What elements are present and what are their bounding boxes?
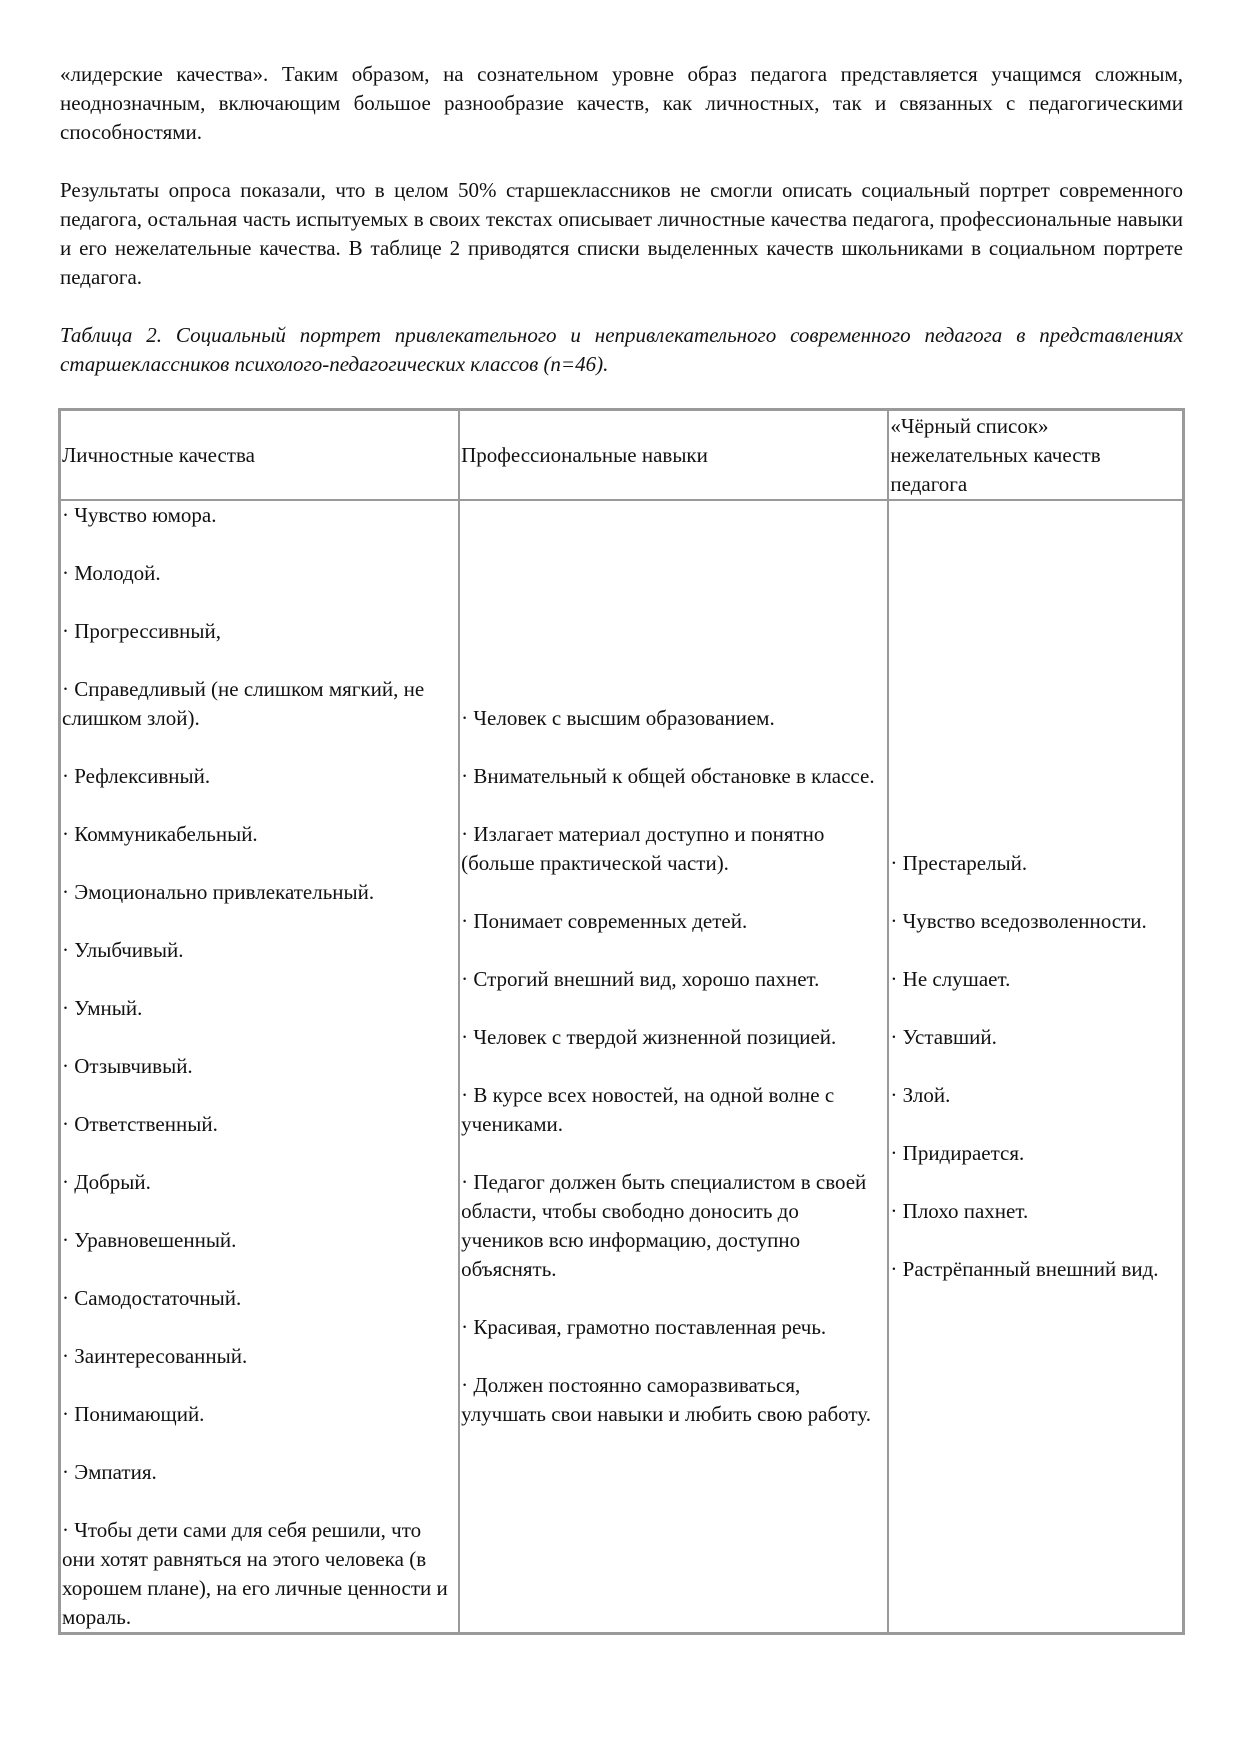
personal-qualities-cell bbox=[60, 500, 459, 1633]
list-item: · Коммуникабельный. bbox=[62, 822, 258, 846]
list-item: · Умный. bbox=[62, 996, 143, 1020]
list-item: · Уравновешенный. bbox=[62, 1228, 237, 1252]
list-item: · Молодой. bbox=[62, 561, 161, 585]
table-caption: Таблица 2. Социальный портрет привлекательного и непривлекательного современного педагога в представлениях старшеклассников психолого-педагогических классов (n=46). bbox=[60, 323, 1183, 376]
list-item: · Придирается. bbox=[890, 1141, 1025, 1165]
blacklist-list bbox=[890, 849, 1180, 1284]
list-item: · Строгий внешний вид, хорошо пахнет. bbox=[461, 967, 820, 991]
list-item: · Заинтересованный. bbox=[62, 1344, 248, 1368]
list-item: · Эмоционально привлекательный. bbox=[62, 880, 375, 904]
list-item: · В курсе всех новостей, на одной волне с учениками. bbox=[461, 1083, 835, 1136]
header-personal-qualities: Личностные качества bbox=[60, 410, 459, 500]
list-item: · Рефлексивный. bbox=[62, 764, 211, 788]
list-item: · Педагог должен быть специалистом в своей области, чтобы свободно доносить до учеников всю информацию, доступно объяснять. bbox=[461, 1170, 867, 1281]
qualities-table bbox=[58, 408, 1185, 1635]
list-item: · Добрый. bbox=[62, 1170, 151, 1194]
list-item: · Плохо пахнет. bbox=[890, 1199, 1029, 1223]
list-item: · Ответственный. bbox=[62, 1112, 218, 1136]
list-item: · Злой. bbox=[890, 1083, 951, 1107]
professional-skills-list bbox=[461, 704, 885, 1429]
list-item: · Внимательный к общей обстановке в классе. bbox=[461, 764, 875, 788]
results-paragraph: Результаты опроса показали, что в целом 50% старшеклассников не смогли описать социальный портрет современного педагога, остальная часть испытуемых в своих текстах описывает личностные качества педагога, профессиональные навыки и его нежелательные качества. В таблице 2 приводятся списки выделенных качеств школьниками в социальном портрете педагога. bbox=[60, 178, 1183, 289]
document-page bbox=[60, 60, 1183, 379]
professional-skills-cell bbox=[459, 500, 888, 1633]
list-item: · Престарелый. bbox=[890, 851, 1028, 875]
table-header-row bbox=[60, 410, 1183, 500]
list-item: · Справедливый (не слишком мягкий, не слишком злой). bbox=[62, 677, 425, 730]
list-item: · Чувство юмора. bbox=[62, 503, 217, 527]
table-body-row bbox=[60, 500, 1183, 1633]
list-item: · Растрёпанный внешний вид. bbox=[890, 1257, 1159, 1281]
list-item: · Излагает материал доступно и понятно (больше практической части). bbox=[461, 822, 825, 875]
personal-qualities-list bbox=[62, 501, 456, 1632]
list-item: · Эмпатия. bbox=[62, 1460, 157, 1484]
list-item: · Понимает современных детей. bbox=[461, 909, 748, 933]
list-item: · Человек с твердой жизненной позицией. bbox=[461, 1025, 837, 1049]
list-item: · Понимающий. bbox=[62, 1402, 205, 1426]
list-item: · Отзывчивый. bbox=[62, 1054, 193, 1078]
list-item: · Красивая, грамотно поставленная речь. bbox=[461, 1315, 827, 1339]
header-blacklist: «Чёрный список» нежелательных качеств педагога bbox=[888, 410, 1183, 500]
list-item: · Чтобы дети сами для себя решили, что они хотят равняться на этого человека (в хорошем плане), на его личные ценности и мораль. bbox=[62, 1518, 448, 1629]
intro-paragraph: «лидерские качества». Таким образом, на сознательном уровне образ педагога представляется учащимся сложным, неоднозначным, включающим большое разнообразие качеств, как личностных, так и связанных с педагогическими способностями. bbox=[60, 62, 1183, 144]
list-item: · Должен постоянно саморазвиваться, улучшать свои навыки и любить свою работу. bbox=[461, 1373, 871, 1426]
list-item: · Самодостаточный. bbox=[62, 1286, 242, 1310]
blacklist-cell bbox=[888, 500, 1183, 1633]
header-professional-skills: Профессиональные навыки bbox=[459, 410, 888, 500]
qualities-table-wrapper bbox=[58, 408, 1185, 1635]
list-item: · Чувство вседозволенности. bbox=[890, 909, 1147, 933]
list-item: · Улыбчивый. bbox=[62, 938, 184, 962]
list-item: · Прогрессивный, bbox=[62, 619, 221, 643]
list-item: · Человек с высшим образованием. bbox=[461, 706, 775, 730]
list-item: · Уставший. bbox=[890, 1025, 997, 1049]
list-item: · Не слушает. bbox=[890, 967, 1011, 991]
